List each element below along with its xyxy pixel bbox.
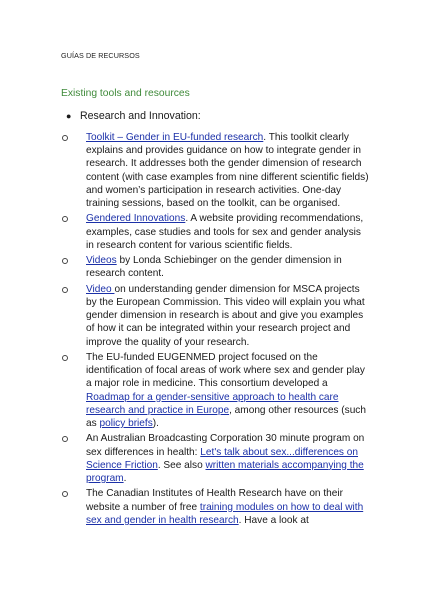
resource-list (62, 131, 370, 529)
item-text: An Australian Broadcasting Corporation 30 minute program on sex differences in health: (86, 433, 365, 458)
item-text: . See also (157, 459, 206, 471)
link-roadmap[interactable]: Roadmap for a gender-sensitive approach to health care research and practice in Europe (86, 391, 339, 416)
list-item-toolkit (62, 131, 370, 210)
section-title: Existing tools and resources (61, 88, 190, 99)
link-training-modules[interactable]: training modules on how to deal with sex and gender in health research (86, 501, 364, 526)
list-item-videos (62, 254, 370, 280)
item-text: by Londa Schiebinger on the gender dimension in research content. (86, 255, 342, 280)
link-videos[interactable]: Videos (86, 255, 117, 267)
document-header: GUÍAS DE RECURSOS (61, 51, 140, 60)
item-text: ). (152, 418, 159, 430)
category-label: Research and Innovation: (80, 110, 201, 122)
bullet-icon: ● (66, 111, 72, 121)
item-text: . A website providing recommendations, examples, case studies and tools for sex and gender analysis in research content for various scientific fields. (86, 213, 364, 251)
link-written-materials[interactable]: written materials accompanying the program (86, 459, 364, 485)
link-msca-video[interactable]: Video (86, 283, 115, 295)
circle-bullet-icon (62, 287, 68, 293)
item-text: , among other resources (such as (86, 404, 366, 430)
category-bullet (66, 110, 201, 122)
list-item-cihr (62, 487, 370, 527)
circle-bullet-icon (62, 436, 68, 442)
item-text: The EU-funded EUGENMED project focused on the identification of focal areas of work where sex and gender play a major role in medicine. This consortium developed a (86, 352, 365, 390)
list-item-gendered-innovations (62, 212, 370, 252)
link-science-friction[interactable]: Let's talk about sex...differences on Science Friction (86, 446, 359, 471)
item-text: . Have a look at (238, 514, 309, 526)
item-text: The Canadian Institutes of Health Research have on their website a number of free (86, 488, 343, 513)
list-item-msca-video (62, 283, 370, 349)
circle-bullet-icon (62, 258, 68, 264)
circle-bullet-icon (62, 355, 68, 361)
item-text: on understanding gender dimension for MSCA projects by the European Commission. This video will explain you what gender dimension in research is about and give you examples of how it can be integrated within your research project and improve the quality of your research. (86, 283, 365, 348)
link-toolkit[interactable]: Toolkit – Gender in EU-funded research (86, 132, 264, 143)
circle-bullet-icon (62, 216, 68, 222)
circle-bullet-icon (62, 135, 68, 141)
link-gendered-innovations[interactable]: Gendered Innovations (86, 213, 186, 225)
link-policy-briefs[interactable]: policy briefs (99, 418, 153, 430)
item-text: . (123, 473, 127, 485)
list-item-abc-program (62, 432, 370, 485)
list-item-eugenmed (62, 351, 370, 430)
circle-bullet-icon (62, 491, 68, 497)
item-text: . This toolkit clearly explains and provides guidance on how to integrate gender in research. It addresses both the gender dimension of research content (with case examples from nine different scientific fields) and women’s participation in research activities. One-day training sessions, based on the toolkit, can be organised. (86, 132, 369, 210)
